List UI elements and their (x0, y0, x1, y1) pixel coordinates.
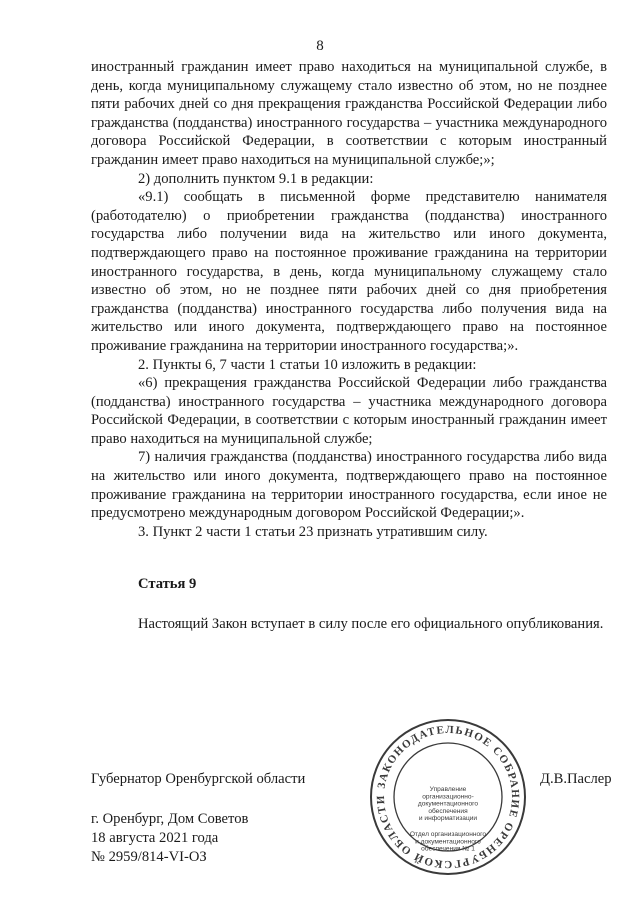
signing-details (91, 810, 248, 867)
seal-inner-line: обеспечения № 1 (421, 845, 475, 853)
article-title: Статья 9 (138, 576, 197, 592)
page-number: 8 (316, 38, 324, 54)
signing-date: 18 августа 2021 года (91, 830, 219, 846)
article-body: Настоящий Закон вступает в силу после его официального опубликования. (138, 616, 604, 632)
seal-inner-line: документационного (417, 800, 479, 808)
signing-place: г. Оренбург, Дом Советов (91, 811, 249, 827)
paragraph: «6) прекращения гражданства Российской Федерации либо гражданства (подданства) иностранного государства – участника международного договора Российской Федерации, в соответствии с которым иностранный гражданин имеет право находиться на муниципальной службе; (91, 375, 607, 447)
paragraph: 2. Пункты 6, 7 части 1 статьи 10 изложить в редакции: (138, 356, 477, 373)
seal-inner-line: Управление (429, 786, 467, 794)
seal-ring-text: ЗАКОНОДАТЕЛЬНОЕ СОБРАНИЕ ОРЕНБУРГСКОЙ ОБЛАСТИ (374, 723, 522, 871)
paragraph: 3. Пункт 2 части 1 статьи 23 признать утратившим силу. (138, 523, 488, 540)
paragraph: иностранный гражданин имеет право находиться на муниципальной службе, в день, когда муниципальному служащему стало известно об этом, но не позднее пяти рабочих дней со дня прекращения гражданства Российской Федерации либо гражданства (подданства) иностранного государства – участника международного договора Российской Федерации, в соответствии с которым иностранный гражданин имеет право находиться на муниципальной службе;»; (91, 59, 607, 168)
document-body (91, 58, 607, 541)
signatory-name: Д.В.Паслер (540, 771, 612, 787)
seal-inner-text (410, 786, 487, 852)
official-seal (368, 717, 528, 877)
seal-inner-line: и информатизации (418, 815, 478, 822)
seal-inner-line: Отдел организационного (409, 831, 487, 839)
law-number: № 2959/814-VI-ОЗ (91, 849, 207, 865)
paragraph: «9.1) сообщать в письменной форме представителю нанимателя (работодателю) о приобретении гражданства (подданства) иностранного государства либо получении вида на жительство или иного документа, подтверждающего право на постоянное проживание гражданина на территории иностранного государства, в день, когда муниципальному служащему стало известно об этом, но не позднее пяти рабочих дней со дня приобретения гражданства (подданства) иностранного государства либо получения вида на жительство или иного документа, подтверждающего право на постоянное проживание гражданина на территории иностранного государства;». (91, 189, 607, 354)
paragraph: 2) дополнить пунктом 9.1 в редакции: (138, 170, 374, 187)
paragraph: 7) наличия гражданства (подданства) иностранного государства либо вида на жительство или иного документа, подтверждающего право на постоянное проживание гражданина на территории иностранного государства, если иное не предусмотрено международным договором Российской Федерации;». (91, 449, 607, 522)
seal-inner-line: обеспечения (428, 807, 468, 815)
governor-title: Губернатор Оренбургской области (91, 771, 306, 787)
seal-inner-line: и документационного (415, 838, 481, 846)
seal-inner-line: организационно- (422, 793, 474, 801)
